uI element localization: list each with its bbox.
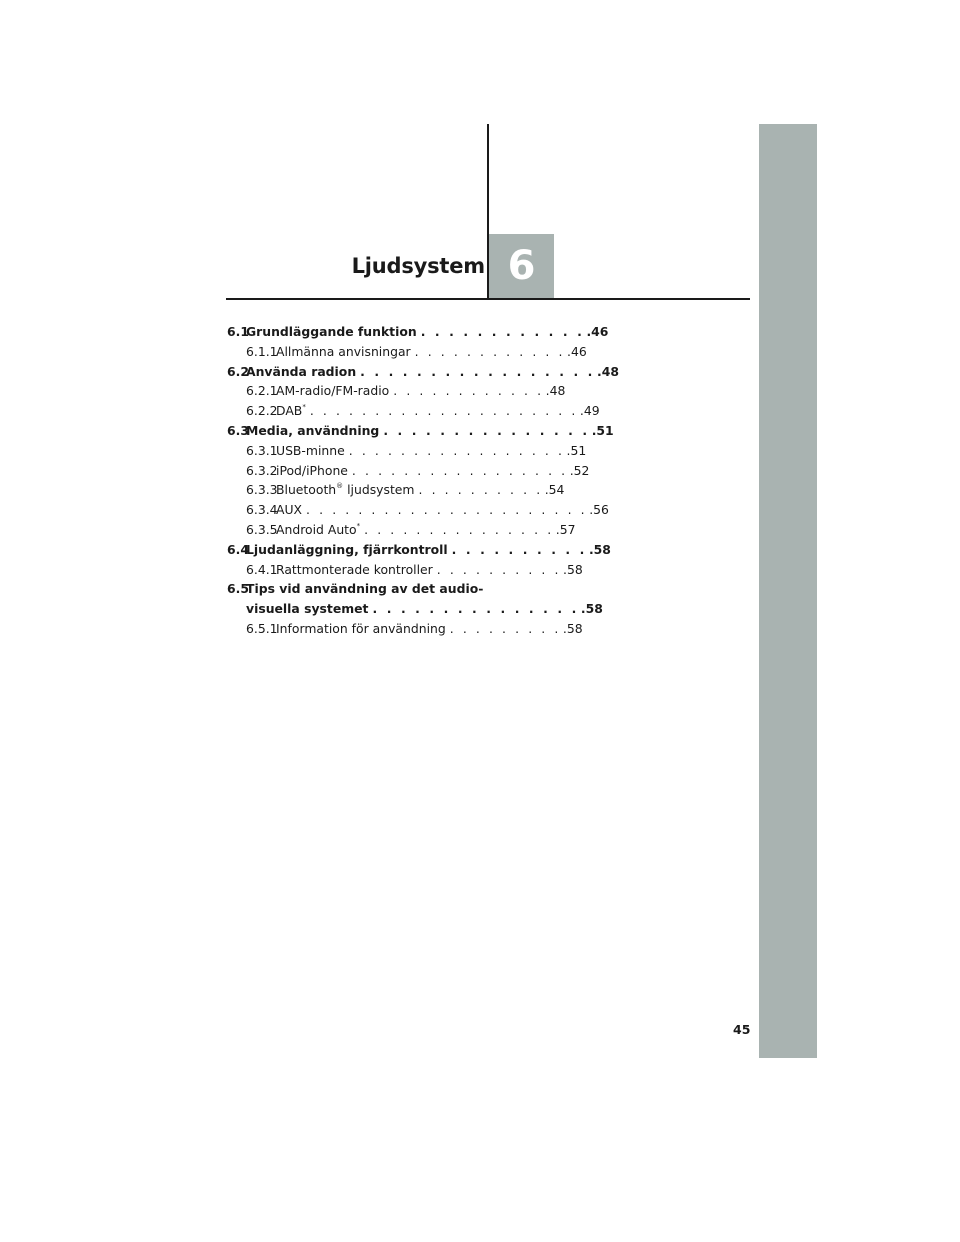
toc-number: 6.5 <box>227 581 249 597</box>
toc-title: AUX <box>276 502 303 518</box>
toc-entry-6-5-1[interactable] <box>227 619 583 639</box>
toc-page: .46 <box>567 343 587 359</box>
toc-entry-6-3[interactable] <box>227 421 614 441</box>
toc-leader: . . . . . . . . . . . . . . . . . <box>348 442 565 458</box>
toc-number: 6.2.2 <box>246 403 278 419</box>
toc-page: .58 <box>562 620 583 636</box>
page-number: 45 <box>733 1022 751 1037</box>
toc-entry-6-4-1[interactable] <box>227 560 583 580</box>
toc-leader: . . . . . . . . . . . . . . . . . . . . . . <box>306 502 588 518</box>
toc-entry-6-2[interactable] <box>227 362 619 382</box>
toc-entry-6-3-5[interactable] <box>227 520 576 540</box>
toc-page: .48 <box>545 383 566 399</box>
toc-title: AM-radio/FM-radio <box>276 383 390 399</box>
toc-title: DAB* <box>276 403 306 419</box>
toc-page: .57 <box>555 521 576 537</box>
toc-entry-6-2-1[interactable] <box>227 381 566 401</box>
toc-leader: . . . . . . . . . . . . . . . <box>372 601 579 617</box>
toc-page: .51 <box>566 442 587 458</box>
toc-page: .58 <box>580 601 603 617</box>
toc-title: Rattmonterade kontroller <box>276 561 433 577</box>
toc-title: Allmänna anvisningar <box>276 343 411 359</box>
toc-title: Bluetooth® ljudsystem <box>276 482 415 498</box>
chapter-number: 6 <box>507 243 536 289</box>
registered-mark: ® <box>336 482 344 491</box>
toc-leader: . . . . . . . . . . <box>436 561 562 577</box>
toc-number: 6.3.4 <box>246 502 278 518</box>
chapter-number-box <box>489 234 554 298</box>
toc-number: 6.4.1 <box>246 561 278 577</box>
toc-leader: . . . . . . . . . . . . . . . . . <box>360 363 595 379</box>
toc-entry-6-5[interactable] <box>227 579 603 619</box>
toc-title: USB-minne <box>276 442 345 458</box>
toc-leader: . . . . . . . . . . . . <box>393 383 544 399</box>
toc-leader: . . . . . . . . . <box>449 620 561 636</box>
chapter-title: Ljudsystem <box>351 254 485 278</box>
toc-number: 6.1.1 <box>246 343 278 359</box>
toc-number: 6.3 <box>227 422 249 438</box>
toc-title: Information för användning <box>276 620 446 636</box>
toc-leader: . . . . . . . . . . . . . . . . . . . . . <box>309 403 578 419</box>
toc-leader: . . . . . . . . . . . . . . . <box>364 521 554 537</box>
toc-entry-6-3-4[interactable] <box>227 500 609 520</box>
toc-page: .49 <box>579 403 600 419</box>
toc-entry-6-3-1[interactable] <box>227 441 587 461</box>
toc-entry-6-1-1[interactable] <box>227 342 587 362</box>
toc-number: 6.3.2 <box>246 462 278 478</box>
toc-leader: . . . . . . . . . . <box>418 482 543 498</box>
toc-entry-6-3-3[interactable] <box>227 480 565 500</box>
toc-title: Tips vid användning av det audio- <box>246 581 484 597</box>
toc-leader: . . . . . . . . . . . . <box>420 324 585 339</box>
footnote-marker: * <box>302 403 306 412</box>
toc-number: 6.3.1 <box>246 442 278 458</box>
toc-title: Använda radion <box>246 363 357 379</box>
toc-entry-6-2-2[interactable] <box>227 401 600 421</box>
header-horizontal-rule <box>226 298 750 300</box>
toc-title: Grundläggande funktion <box>246 324 417 339</box>
chapter-side-tab <box>759 124 817 1058</box>
toc-title: Ljudanläggning, fjärrkontroll <box>246 541 448 557</box>
toc-leader: . . . . . . . . . . <box>451 541 587 557</box>
toc-number: 6.3.3 <box>246 482 278 498</box>
toc-page: .48 <box>596 363 619 379</box>
toc-number: 6.4 <box>227 541 249 557</box>
toc-page: .56 <box>589 502 609 518</box>
toc-page: .46 <box>586 324 609 339</box>
toc-page: .52 <box>569 462 590 478</box>
toc-leader: . . . . . . . . . . . . . . . <box>383 422 590 438</box>
toc-number: 6.1 <box>227 324 249 339</box>
toc-page: .54 <box>544 482 565 498</box>
toc-entry-6-3-2[interactable] <box>227 461 590 481</box>
toc-title-continued: visuella systemet <box>246 601 369 617</box>
toc-page: .58 <box>563 561 583 577</box>
toc-page: .51 <box>591 422 614 438</box>
toc-title: iPod/iPhone <box>276 462 348 478</box>
toc-page: .58 <box>588 541 611 557</box>
toc-number: 6.5.1 <box>246 620 278 636</box>
toc-entry-6-1[interactable] <box>227 322 609 342</box>
toc-number: 6.2.1 <box>246 383 278 399</box>
toc-entry-6-4[interactable] <box>227 540 611 560</box>
toc-title: Android Auto* <box>276 521 361 537</box>
toc-number: 6.2 <box>227 363 249 379</box>
toc-number: 6.3.5 <box>246 521 278 537</box>
footnote-marker: * <box>356 521 361 530</box>
toc-leader: . . . . . . . . . . . . . . . . . <box>351 462 568 478</box>
toc-leader: . . . . . . . . . . . . <box>414 343 566 359</box>
toc-title: Media, användning <box>246 422 380 438</box>
table-of-contents <box>227 322 619 639</box>
